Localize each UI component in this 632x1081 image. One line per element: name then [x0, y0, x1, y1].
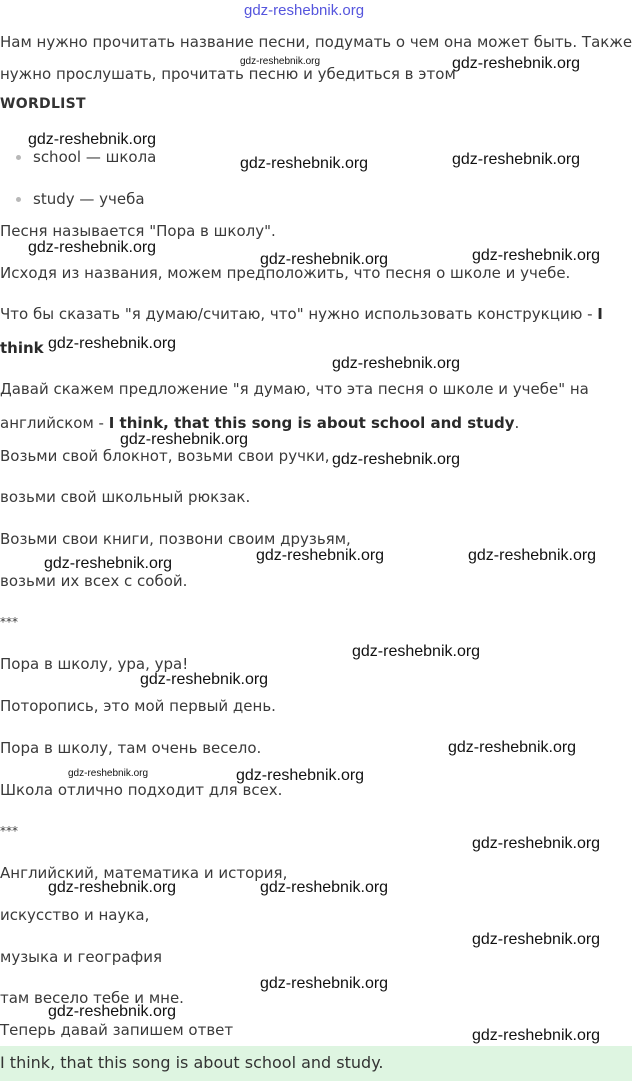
answer-box: [0, 1046, 632, 1081]
watermark: gdz-reshebnik.org: [44, 555, 173, 572]
sentence-prefix: английском -: [0, 414, 109, 432]
watermark: gdz-reshebnik.org: [332, 355, 461, 372]
watermark: gdz-reshebnik.org: [48, 1003, 177, 1020]
intro-line-2: нужно прослушать, прочитать песню и убедиться в этом: [0, 65, 456, 83]
construction-line-1: [0, 304, 603, 324]
watermark: gdz-reshebnik.org: [48, 335, 177, 352]
watermark: gdz-reshebnik.org: [452, 55, 581, 72]
wordlist-item: school — школа: [33, 148, 157, 166]
sentence-bold: I think, that this song is about school and study: [108, 414, 515, 432]
watermark: gdz-reshebnik.org: [260, 251, 389, 268]
watermark: gdz-reshebnik.org: [472, 835, 601, 852]
watermark: gdz-reshebnik.org: [120, 431, 249, 448]
watermark: gdz-reshebnik.org: [240, 155, 369, 172]
lyric-line: искусство и наука,: [0, 906, 150, 924]
lyric-line: возьми их всех с собой.: [0, 572, 188, 590]
lyric-line: Возьми свой блокнот, возьми свои ручки,: [0, 447, 330, 465]
guess-line: Исходя из названия, можем предположить, что песня о школе и учебе.: [0, 264, 571, 282]
lyric-line: музыка и география: [0, 948, 163, 966]
watermark: gdz-reshebnik.org: [468, 547, 597, 564]
watermark: gdz-reshebnik.org: [48, 879, 177, 896]
watermark: gdz-reshebnik.org: [240, 56, 321, 67]
watermark-top: gdz-reshebnik.org: [244, 2, 365, 19]
song-title-line: Песня называется "Пора в школу".: [0, 222, 276, 240]
wordlist-heading: WORDLIST: [0, 96, 86, 112]
verse-separator: ***: [0, 824, 18, 838]
lyric-line: Школа отлично подходит для всех.: [0, 781, 283, 799]
sentence-line-1: Давай скажем предложение "я думаю, что эта песня о школе и учебе" на: [0, 380, 589, 398]
lyric-line: возьми свой школьный рюкзак.: [0, 488, 251, 506]
bullet-icon: [16, 197, 21, 202]
watermark: gdz-reshebnik.org: [448, 739, 577, 756]
watermark: gdz-reshebnik.org: [140, 671, 269, 688]
construction-text: Что бы сказать "я думаю/считаю, что" нужно использовать конструкцию -: [0, 305, 598, 323]
lyric-line: там весело тебе и мне.: [0, 989, 184, 1007]
intro-line-1: Нам нужно прочитать название песни, подумать о чем она может быть. Также: [0, 33, 632, 51]
watermark: gdz-reshebnik.org: [28, 239, 157, 256]
watermark: gdz-reshebnik.org: [28, 131, 157, 148]
watermark: gdz-reshebnik.org: [260, 879, 389, 896]
watermark: gdz-reshebnik.org: [236, 767, 365, 784]
sentence-period: .: [514, 414, 520, 432]
watermark: gdz-reshebnik.org: [352, 643, 481, 660]
watermark: gdz-reshebnik.org: [452, 151, 581, 168]
verse-separator: ***: [0, 615, 18, 629]
watermark: gdz-reshebnik.org: [472, 931, 601, 948]
answer-text: I think, that this song is about school and study.: [0, 1053, 384, 1072]
lyric-line: Поторопись, это мой первый день.: [0, 697, 276, 715]
watermark: gdz-reshebnik.org: [472, 247, 601, 264]
lyric-line: Пора в школу, ура, ура!: [0, 655, 189, 673]
sentence-line-2: [0, 413, 519, 433]
watermark: gdz-reshebnik.org: [256, 547, 385, 564]
lyric-line: Пора в школу, там очень весело.: [0, 739, 262, 757]
lyric-line: Английский, математика и история,: [0, 864, 288, 882]
bullet-icon: [16, 155, 21, 160]
construction-line-2: think: [0, 339, 44, 357]
wordlist-item: study — учеба: [33, 190, 145, 208]
watermark: gdz-reshebnik.org: [472, 1027, 601, 1044]
watermark: gdz-reshebnik.org: [332, 451, 461, 468]
watermark: gdz-reshebnik.org: [260, 975, 389, 992]
watermark: gdz-reshebnik.org: [68, 768, 149, 779]
lyric-line: Возьми свои книги, позвони своим друзьям,: [0, 530, 351, 548]
answer-intro: Теперь давай запишем ответ: [0, 1021, 234, 1039]
construction-bold: I: [597, 305, 603, 323]
